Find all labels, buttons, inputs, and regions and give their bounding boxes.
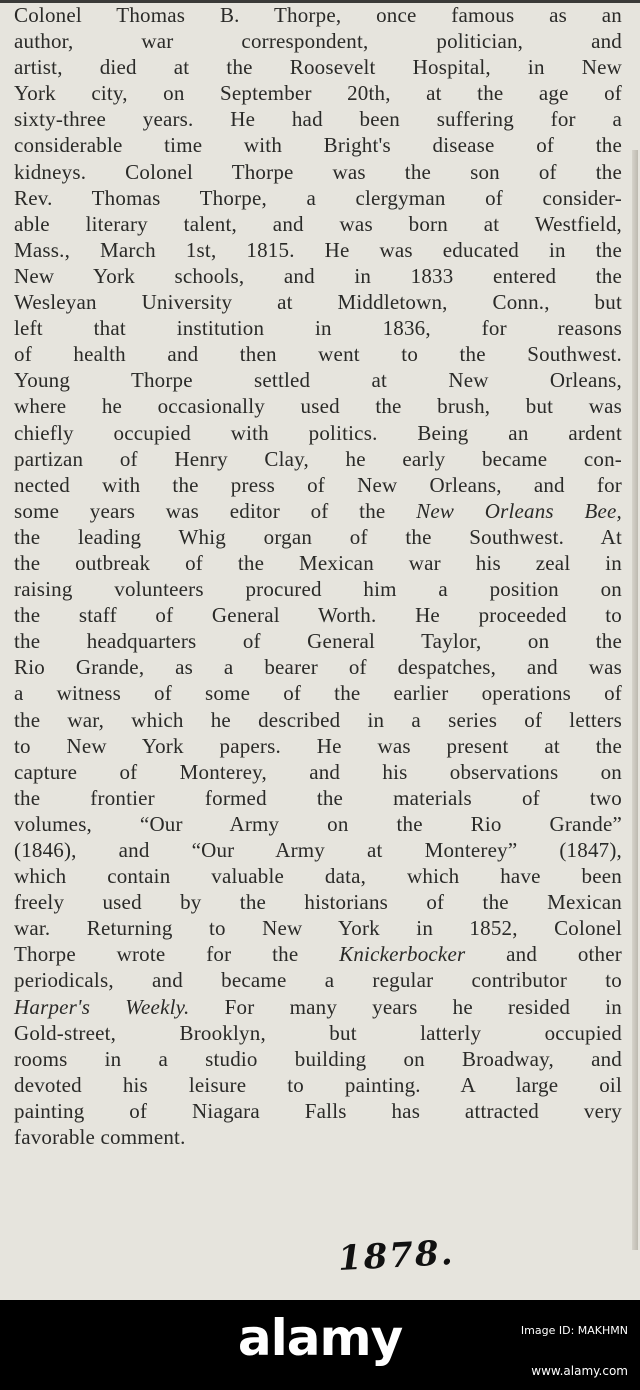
article-line: the staff of General Worth. He proceeded to bbox=[14, 603, 622, 628]
periodical-title-knickerbocker: Knickerbocker bbox=[339, 942, 466, 967]
article-line: Mass., March 1st, 1815. He was educated in the bbox=[14, 237, 622, 262]
website-label: www.alamy.com bbox=[531, 1364, 628, 1378]
article-line: considerable time with Bright's disease of the bbox=[14, 133, 622, 158]
article-line: artist, died at the Roosevelt Hospital, in New bbox=[14, 55, 622, 80]
article-line: periodicals, and became a regular contributor to bbox=[14, 968, 622, 993]
obituary-article bbox=[14, 2, 622, 1150]
article-line: Wesleyan University at Middletown, Conn., but bbox=[14, 290, 622, 315]
article-line: New York schools, and in 1833 entered the bbox=[14, 263, 622, 288]
periodical-title-harpers-weekly: Harper's Weekly. bbox=[14, 994, 190, 1019]
article-line: the leading Whig organ of the Southwest. At bbox=[14, 524, 622, 549]
article-line-harpers bbox=[14, 994, 622, 1020]
article-line: kidneys. Colonel Thorpe was the son of the bbox=[14, 159, 622, 184]
article-line: (1846), and “Our Army at Monterey” (1847), bbox=[14, 838, 622, 862]
article-line: Gold-street, Brooklyn, but latterly occupied bbox=[14, 1020, 622, 1045]
article-line: sixty-three years. He had been suffering for a bbox=[14, 107, 622, 132]
article-line: freely used by the historians of the Mexican bbox=[14, 890, 622, 915]
article-line: the frontier formed the materials of two bbox=[14, 785, 622, 810]
article-line: nected with the press of New Orleans, and for bbox=[14, 472, 622, 497]
newspaper-title-new-orleans-bee: New Orleans Bee, bbox=[416, 498, 622, 523]
article-line: which contain valuable data, which have been bbox=[14, 864, 622, 889]
article-line: raising volunteers procured him a position on bbox=[14, 577, 622, 602]
article-line: capture of Monterey, and his observations on bbox=[14, 759, 622, 784]
article-line: of health and then went to the Southwest. bbox=[14, 342, 622, 367]
article-line: where he occasionally used the brush, but was bbox=[14, 394, 622, 419]
article-line: devoted his leisure to painting. A large oil bbox=[14, 1072, 622, 1097]
image-id-label: Image ID: MAKHMN bbox=[520, 1324, 628, 1337]
article-line: the outbreak of the Mexican war his zeal in bbox=[14, 550, 622, 575]
article-line: volumes, “Our Army on the Rio Grande” bbox=[14, 811, 622, 836]
article-line: the war, which he described in a series of letters bbox=[14, 707, 622, 732]
article-line: left that institution in 1836, for reasons bbox=[14, 316, 622, 341]
article-line: author, war correspondent, politician, and bbox=[14, 29, 622, 54]
article-line: Young Thorpe settled at New Orleans, bbox=[14, 368, 622, 393]
article-line: the headquarters of General Taylor, on the bbox=[14, 629, 622, 654]
article-line: partizan of Henry Clay, he early became con- bbox=[14, 446, 622, 471]
alamy-logo: alamy bbox=[237, 1309, 403, 1367]
article-line: to New York papers. He was present at the bbox=[14, 733, 622, 758]
article-line-knickerbocker bbox=[14, 941, 622, 967]
article-line: Rio Grande, as a bearer of despatches, and was bbox=[14, 655, 622, 680]
article-line: Rev. Thomas Thorpe, a clergyman of consider- bbox=[14, 185, 622, 210]
article-line: York city, on September 20th, at the age of bbox=[14, 81, 622, 106]
article-line-text: For many years he resided in bbox=[189, 994, 622, 1019]
article-line: Colonel Thomas B. Thorpe, once famous as an bbox=[14, 3, 622, 27]
article-line-text: some years was editor of the bbox=[14, 498, 417, 523]
article-line: painting of Niagara Falls has attracted very bbox=[14, 1098, 622, 1123]
article-line-editor bbox=[14, 498, 622, 524]
article-line: able literary talent, and was born at Westfield, bbox=[14, 211, 622, 236]
article-line: war. Returning to New York in 1852, Colonel bbox=[14, 916, 622, 941]
handwritten-year-note: 1878. bbox=[337, 1232, 456, 1280]
article-line: favorable comment. bbox=[14, 1125, 186, 1150]
article-line-text: Thorpe wrote for the bbox=[14, 942, 340, 967]
article-line: a witness of some of the earlier operations of bbox=[14, 681, 622, 706]
article-line: chiefly occupied with politics. Being an ardent bbox=[14, 420, 622, 445]
article-line: rooms in a studio building on Broadway, and bbox=[14, 1046, 622, 1071]
article-line-text: and other bbox=[465, 942, 622, 967]
